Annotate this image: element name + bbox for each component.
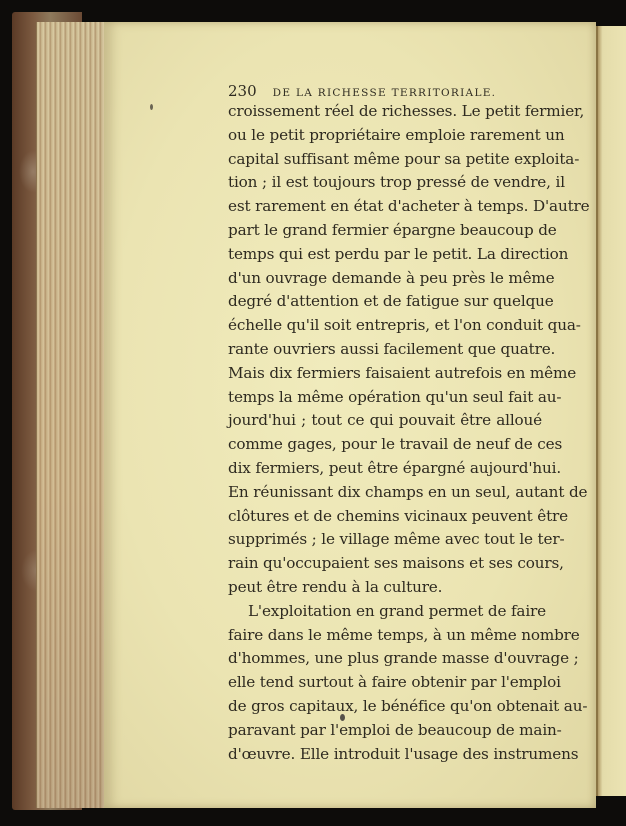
text-line: peut être rendu à la culture. xyxy=(228,577,443,596)
text-line: est rarement en état d'acheter à temps. D'autre xyxy=(228,197,590,216)
text-line: ou le petit propriétaire emploie rarement un xyxy=(228,125,565,144)
text-line: clôtures et de chemins vicinaux peuvent être xyxy=(228,506,568,525)
facing-page xyxy=(596,26,626,796)
text-line: tion ; il est toujours trop pressé de vendre, il xyxy=(228,173,565,192)
body-text xyxy=(228,100,590,766)
text-line: Mais dix fermiers faisaient autrefois en même xyxy=(228,363,577,382)
text-line: d'hommes, une plus grande masse d'ouvrage ; xyxy=(228,649,579,668)
text-line: elle tend surtout à faire obtenir par l'emploi xyxy=(228,673,561,692)
text-line: jourd'hui ; tout ce qui pouvait être alloué xyxy=(228,411,542,430)
text-line: d'un ouvrage demande à peu près le même xyxy=(228,268,555,287)
text-line: d'œuvre. Elle introduit l'usage des instrumens xyxy=(228,744,579,763)
paragraph xyxy=(228,600,588,767)
text-line: faire dans le même temps, à un même nombre xyxy=(228,625,580,644)
text-line: supprimés ; le village même avec tout le ter- xyxy=(228,530,565,549)
text-line: de gros capitaux, le bénéfice qu'on obtenait au- xyxy=(228,696,588,715)
page-text xyxy=(228,82,590,766)
page-edges xyxy=(36,22,113,808)
text-line: paravant par l'emploi de beaucoup de main- xyxy=(228,720,562,739)
text-line: rante ouvriers aussi facilement que quatre. xyxy=(228,339,556,358)
text-line: échelle qu'il soit entrepris, et l'on conduit qua- xyxy=(228,316,581,335)
text-line: L'exploitation en grand permet de faire xyxy=(248,601,546,620)
text-line: capital suffisant même pour sa petite exploita- xyxy=(228,149,580,168)
text-line: croissement réel de richesses. Le petit fermier, xyxy=(228,102,585,120)
ink-spot xyxy=(150,104,153,110)
page-number: 230 xyxy=(228,82,257,100)
text-line: dix fermiers, peut être épargné aujourd'hui. xyxy=(228,458,562,477)
text-line: degré d'attention et de fatigue sur quelque xyxy=(228,292,554,311)
page-header xyxy=(228,82,542,100)
paragraph xyxy=(228,100,590,600)
text-line: temps la même opération qu'un seul fait au- xyxy=(228,387,562,406)
text-line: En réunissant dix champs en un seul, autant de xyxy=(228,482,588,501)
text-line: comme gages, pour le travail de neuf de ces xyxy=(228,435,563,454)
text-line: temps qui est perdu par le petit. La direction xyxy=(228,244,569,263)
running-title: DE LA RICHESSE TERRITORIALE. xyxy=(272,87,497,99)
text-line: rain qu'occupaient ses maisons et ses cours, xyxy=(228,554,564,573)
text-line: part le grand fermier épargne beaucoup de xyxy=(228,220,557,239)
